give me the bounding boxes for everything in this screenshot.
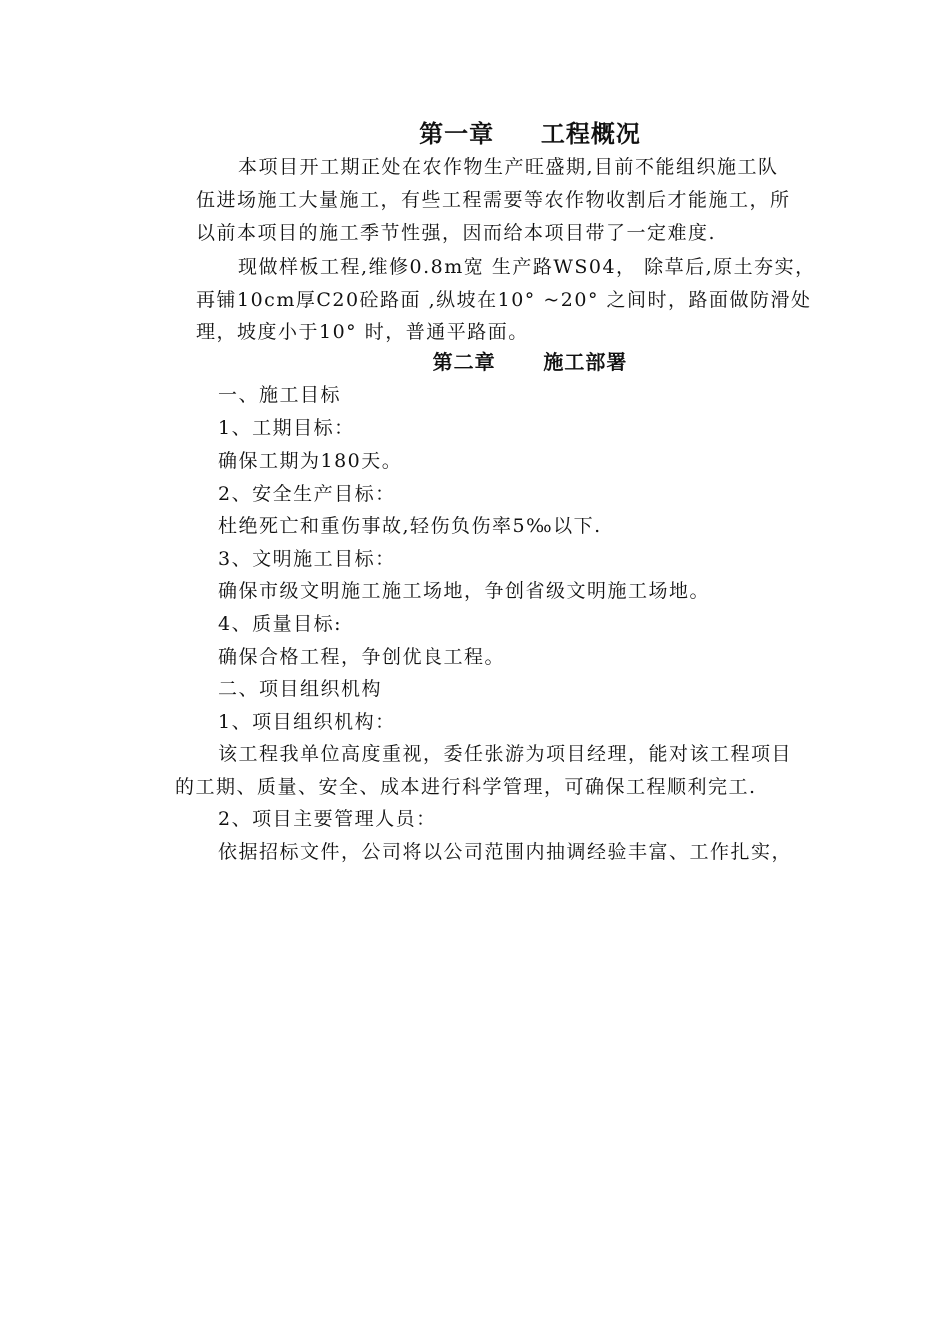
section-heading: 一、施工目标	[218, 384, 342, 406]
paragraph-line: 伍进场施工大量施工，有些工程需要等农作物收割后才能施工，所	[196, 189, 791, 211]
paragraph-line: 依据招标文件，公司将以公司范围内抽调经验丰富、工作扎实，	[218, 841, 793, 863]
chapter-1-title: 第一章 工程概况	[419, 119, 641, 148]
paragraph-line: 理，坡度小于10° 时，普通平路面。	[196, 321, 529, 343]
chapter-2-title: 第二章 施工部署	[432, 350, 628, 374]
subsection-heading: 1、项目组织机构：	[218, 711, 396, 733]
section-heading: 二、项目组织机构	[218, 678, 383, 700]
subsection-heading: 2、项目主要管理人员：	[218, 808, 437, 830]
paragraph-line: 确保工期为180天。	[218, 450, 403, 472]
subsection-heading: 2、安全生产目标：	[218, 483, 396, 505]
paragraph-line: 本项目开工期正处在农作物生产旺盛期,目前不能组织施工队	[238, 156, 779, 178]
paragraph-line: 杜绝死亡和重伤事故,轻伤负伤率5‰以下.	[218, 515, 602, 537]
paragraph-line: 以前本项目的施工季节性强，因而给本项目带了一定难度.	[196, 222, 717, 244]
paragraph-line: 再铺10cm厚C20砼路面 ,纵坡在10° ~20° 之间时，路面做防滑处	[196, 289, 812, 311]
subsection-heading: 4、质量目标:	[218, 613, 342, 635]
paragraph-line: 的工期、质量、安全、成本进行科学管理，可确保工程顺利完工.	[175, 776, 757, 798]
subsection-heading: 3、文明施工目标：	[218, 548, 396, 570]
paragraph-line: 现做样板工程,维修0.8m宽 生产路WS04， 除草后,原土夯实，	[238, 256, 816, 278]
paragraph-line: 该工程我单位高度重视，委任张游为项目经理，能对该工程项目	[218, 743, 793, 765]
paragraph-line: 确保市级文明施工施工场地，争创省级文明施工场地。	[218, 580, 711, 602]
subsection-heading: 1、工期目标：	[218, 417, 355, 439]
paragraph-line: 确保合格工程，争创优良工程。	[218, 646, 506, 668]
